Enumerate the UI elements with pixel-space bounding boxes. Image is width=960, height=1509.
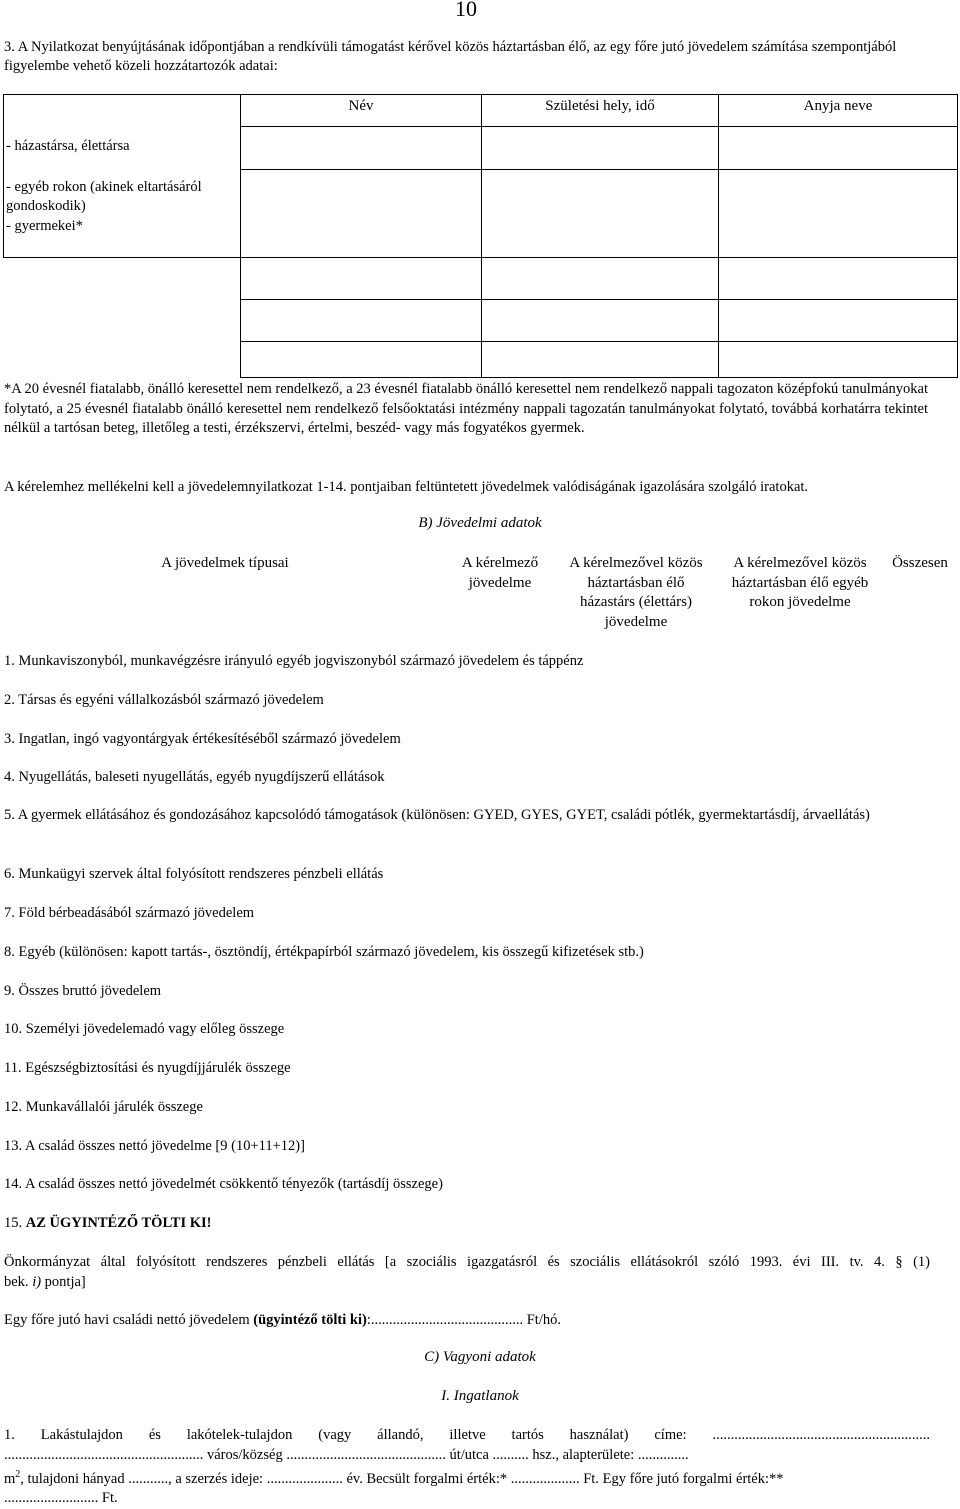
income-row-9: 9. Összes bruttó jövedelem	[4, 983, 162, 999]
property-unit-sup: 2	[15, 1469, 21, 1480]
col-header-relative-line: háztartásban élő egyéb	[731, 574, 869, 591]
col-header-types: A jövedelmek típusai	[161, 555, 289, 571]
col-header-spouse-line: házastárs (élettárs)	[579, 594, 693, 610]
income-row-6: 6. Munkaügyi szervek által folyósított rendszeres pénzbeli ellátás	[4, 866, 384, 882]
property-line-3[interactable]	[4, 1465, 930, 1489]
row-label-spouse: - házastársa, élettársa	[6, 138, 130, 154]
property-unit: m	[4, 1470, 16, 1487]
property-line-4[interactable]: .......................... Ft.	[4, 1490, 118, 1507]
col-header-applicant	[440, 554, 560, 593]
per-capita-bold: (ügyintéző tölti ki)	[253, 1312, 367, 1328]
children-footnote: *A 20 évesnél fiatalabb, önálló keresettel nem rendelkező, a 23 évesnél fiatalabb önálló keresettel nem rendelkező nappali tagozaton középfokú tanulmányokat folytató, a 25 évesnél fiatalabb önálló keresettel nem rendelkező felsőoktatási intézmény nappali tagozatán tanulmányokat folytató, továbbá korhatárra tekintet nélkül a tartósan beteg, illetőleg a testi, érzékszervi, értelmi, beszéd- vagy más fogyatékos gyermek.	[4, 381, 929, 436]
income-row-15-label: AZ ÜGYINTÉZŐ TÖLTI KI!	[25, 1215, 212, 1231]
col-header-total: Összesen	[892, 555, 948, 571]
mother-cell[interactable]	[718, 341, 958, 378]
birth-cell[interactable]	[481, 299, 719, 342]
name-cell[interactable]	[240, 299, 482, 342]
per-capita-label: Egy főre jutó havi családi nettó jövedelem	[4, 1312, 254, 1328]
header-birth: Születési hely, idő	[545, 98, 655, 114]
section-c-title: C) Vagyoni adatok	[424, 1349, 536, 1365]
col-header-relative-line: A kérelmezővel közös	[733, 555, 867, 571]
per-capita-field[interactable]: :.......................................... Ft/hó.	[366, 1312, 561, 1328]
benefit-line-2	[4, 1273, 930, 1293]
income-row-1: 1. Munkaviszonyból, munkavégzésre irányuló egyéb jogviszonyból származó jövedelem és táppénz	[4, 653, 584, 669]
row-label-other-relative-cont: gondoskodik)	[6, 198, 86, 214]
mother-cell[interactable]	[718, 126, 958, 170]
birth-cell[interactable]	[481, 126, 719, 170]
income-row-3: 3. Ingatlan, ingó vagyontárgyak értékesítéséből származó jövedelem	[4, 731, 401, 747]
property-line-1[interactable]: 1. Lakástulajdon és lakótelek-tulajdon (vagy állandó, illetve tartós használat) címe: ............................................................	[4, 1427, 930, 1443]
per-capita-income	[4, 1311, 561, 1331]
property-line-2[interactable]: ....................................................... város/község ............................................ út/utca .......... hsz., alapterülete: ..............	[4, 1446, 689, 1463]
col-header-relative-line: rokon jövedelme	[749, 594, 851, 610]
section-b-title: B) Jövedelmi adatok	[418, 515, 542, 531]
page-number: 10	[455, 0, 477, 21]
benefit-line-2-italic: i)	[32, 1273, 42, 1290]
col-header-spouse-line: háztartásban élő	[587, 574, 685, 591]
income-row-12: 12. Munkavállalói járulék összege	[4, 1099, 203, 1115]
col-header-spouse-line: jövedelme	[604, 613, 668, 630]
col-header-spouse	[560, 554, 712, 632]
mother-cell[interactable]	[718, 299, 958, 342]
col-header-applicant-line: jövedelme	[468, 574, 532, 591]
property-paragraph	[4, 1426, 930, 1509]
income-row-10: 10. Személyi jövedelemadó vagy előleg összege	[4, 1021, 285, 1037]
benefit-line-1: Önkormányzat által folyósított rendszeres pénzbeli ellátás [a szociális igazgatásról és szociális ellátásokról szóló 1993. évi III. tv. 4. § (1)	[4, 1254, 930, 1270]
name-cell[interactable]	[240, 126, 482, 170]
income-row-11: 11. Egészségbiztosítási és nyugdíjjárulék összege	[4, 1060, 291, 1076]
header-name: Név	[348, 98, 374, 114]
col-header-relative	[720, 554, 880, 613]
income-row-15-number: 15.	[4, 1215, 23, 1231]
benefit-line-2-text: pontja]	[41, 1273, 86, 1290]
name-cell[interactable]	[240, 341, 482, 378]
income-row-5: 5. A gyermek ellátásához és gondozásához kapcsolódó támogatások (különösen: GYED, GYES, GYET, családi pótlék, gyermektartásdíj, árvaellátás)	[4, 807, 870, 823]
row-label-other-relative: - egyéb rokon (akinek eltartásáról	[6, 179, 202, 195]
income-row-8: 8. Egyéb (különösen: kapott tartás-, ösztöndíj, értékpapírból származó jövedelem, kis összegű kifizetések stb.)	[4, 944, 644, 960]
mother-cell[interactable]	[718, 169, 958, 258]
attachment-note: A kérelemhez mellékelni kell a jövedelemnyilatkozat 1-14. pontjaiban feltüntetett jövedelmek valódiságának igazolására szolgáló iratokat.	[4, 479, 809, 495]
col-header-spouse-line: A kérelmezővel közös	[569, 555, 703, 571]
income-row-13: 13. A család összes nettó jövedelme [9 (10+11+12)]	[4, 1138, 305, 1154]
col-header-applicant-line: A kérelmező	[461, 555, 539, 571]
birth-cell[interactable]	[481, 169, 719, 258]
birth-cell[interactable]	[481, 257, 719, 300]
header-mother: Anyja neve	[803, 98, 873, 114]
name-cell[interactable]	[240, 257, 482, 300]
mother-cell[interactable]	[718, 257, 958, 300]
benefit-line-2-text: bek.	[4, 1273, 33, 1290]
income-row-7: 7. Föld bérbeadásából származó jövedelem	[4, 905, 255, 921]
birth-cell[interactable]	[481, 341, 719, 378]
property-line-3-text[interactable]: , tulajdoni hányad ..........., a szerzés ideje: ..................... év. Becsült forgalmi érték:* ................... Ft. Egy főre jutó forgalmi érték:**	[20, 1470, 784, 1487]
income-row-14: 14. A család összes nettó jövedelmét csökkentő tényezők (tartásdíj összege)	[4, 1176, 443, 1192]
income-row-2: 2. Társas és egyéni vállalkozásból származó jövedelem	[4, 692, 324, 708]
real-estate-title: I. Ingatlanok	[441, 1388, 519, 1404]
name-cell[interactable]	[240, 169, 482, 258]
income-row-15	[4, 1214, 212, 1234]
row-label-children: - gyermekei*	[6, 218, 83, 234]
income-row-4: 4. Nyugellátás, baleseti nyugellátás, egyéb nyugdíjszerű ellátások	[4, 769, 385, 785]
section-3-intro: 3. A Nyilatkozat benyújtásának időpontjában a rendkívüli támogatást kérővel közös háztartásban élő, az egy főre jutó jövedelem számítása szempontjából figyelembe vehető közeli hozzátartozók adatai:	[4, 39, 897, 74]
benefit-paragraph	[4, 1253, 930, 1292]
